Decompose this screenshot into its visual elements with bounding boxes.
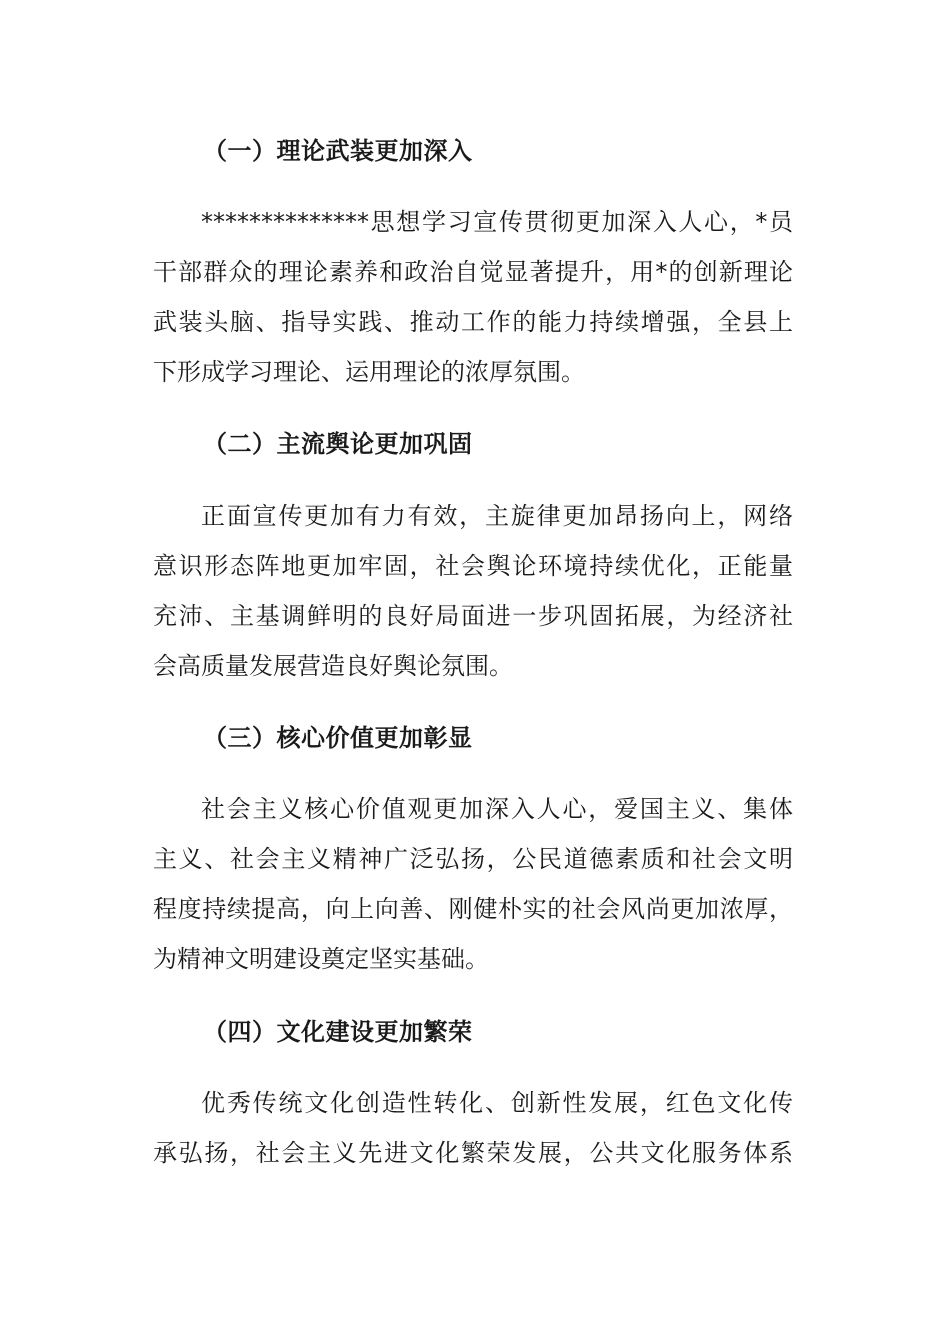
paragraph-line: 优秀传统文化创造性转化、创新性发展，红色文化传	[201, 1089, 793, 1117]
paragraph-line: 会高质量发展营造良好舆论氛围。	[153, 652, 513, 680]
section-paragraph-1	[153, 197, 793, 397]
paragraph-line: 下形成学习理论、运用理论的浓厚氛围。	[153, 358, 585, 386]
paragraph-line: **************思想学习宣传贯彻更加深入人心，*员	[201, 208, 793, 236]
paragraph-line: 程度持续提高，向上向善、刚健朴实的社会风尚更加浓厚，	[153, 895, 793, 923]
paragraph-line: 主义、社会主义精神广泛弘扬，公民道德素质和社会文明	[153, 845, 793, 873]
section-heading-1: （一）理论武装更加深入	[203, 137, 473, 165]
section-heading-2: （二）主流舆论更加巩固	[203, 430, 473, 458]
section-paragraph-4	[153, 1078, 793, 1178]
paragraph-line: 干部群众的理论素养和政治自觉显著提升，用*的创新理论	[153, 258, 793, 286]
paragraph-line: 正面宣传更加有力有效，主旋律更加昂扬向上，网络	[201, 502, 793, 530]
paragraph-line: 武装头脑、指导实践、推动工作的能力持续增强，全县上	[153, 308, 793, 336]
section-paragraph-3	[153, 784, 793, 984]
paragraph-line: 意识形态阵地更加牢固，社会舆论环境持续优化，正能量	[153, 552, 793, 580]
section-paragraph-2	[153, 491, 793, 691]
section-heading-3: （三）核心价值更加彰显	[203, 724, 473, 752]
paragraph-line: 为精神文明建设奠定坚实基础。	[153, 945, 489, 973]
paragraph-line: 承弘扬，社会主义先进文化繁荣发展，公共文化服务体系	[153, 1139, 793, 1167]
section-heading-4: （四）文化建设更加繁荣	[203, 1018, 473, 1046]
paragraph-line: 社会主义核心价值观更加深入人心，爱国主义、集体	[201, 795, 793, 823]
paragraph-line: 充沛、主基调鲜明的良好局面进一步巩固拓展，为经济社	[153, 602, 793, 630]
